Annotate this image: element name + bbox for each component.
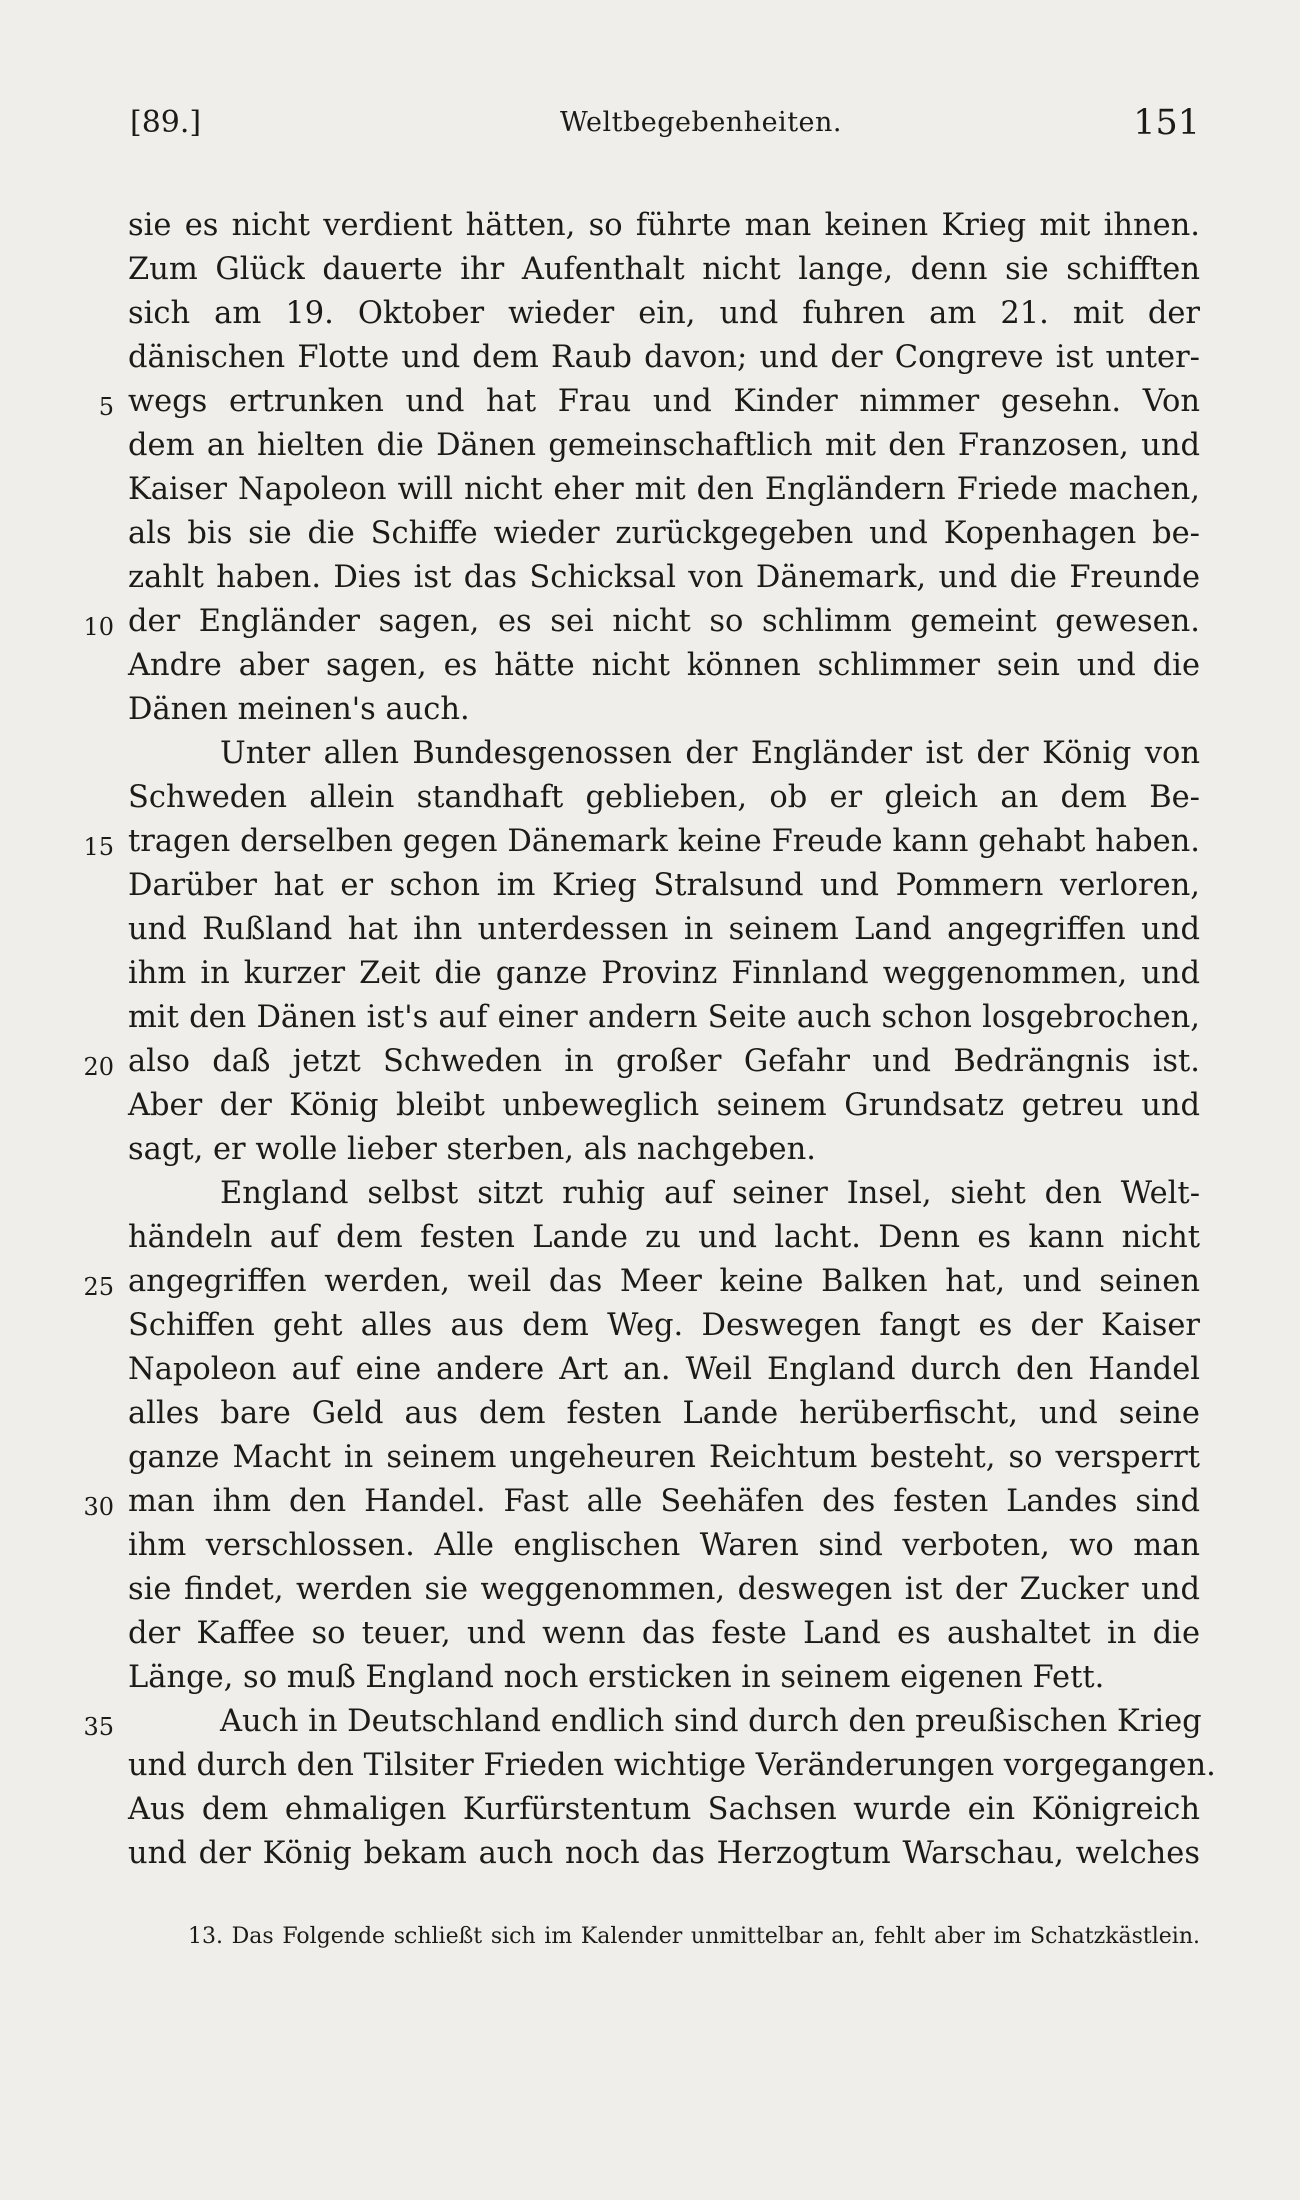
text-line [128, 248, 1200, 292]
text-line [128, 336, 1200, 380]
text-line [128, 1568, 1200, 1612]
line-text: ihm in kurzer Zeit die ganze Provinz Finnland weggenommen, und [128, 956, 1200, 991]
line-text: Länge, so muß England noch ersticken in seinem eigenen Fett. [128, 1660, 1105, 1695]
line-text: dänischen Flotte und dem Raub davon; und der Congreve ist unter- [128, 340, 1200, 375]
text-line [128, 1788, 1200, 1832]
text-line [83, 1040, 1200, 1084]
line-number: 35 [83, 1713, 114, 1741]
line-text: Napoleon auf eine andere Art an. Weil England durch den Handel [128, 1352, 1200, 1387]
line-number: 5 [98, 393, 114, 421]
text-line [128, 1348, 1200, 1392]
line-text: Kaiser Napoleon will nicht eher mit den Engländern Friede machen, [128, 472, 1200, 507]
line-text: sie es nicht verdient hätten, so führte man keinen Krieg mit ihnen. [128, 208, 1200, 243]
text-line [128, 468, 1200, 512]
line-text: und Rußland hat ihn unterdessen in seinem Land angegriffen und [128, 912, 1200, 947]
text-line [128, 1524, 1200, 1568]
text-line [128, 1656, 1200, 1700]
text-line [128, 292, 1200, 336]
text-line [128, 776, 1200, 820]
text-line [128, 1744, 1216, 1788]
line-text: angegriffen werden, weil das Meer keine Balken hat, und seinen [128, 1264, 1200, 1299]
line-text: Auch in Deutschland endlich sind durch den preußischen Krieg [220, 1704, 1202, 1739]
footnote: 13. Das Folgende schließt sich im Kalender unmittelbar an, fehlt aber im Schatzkästlein. [188, 1924, 1200, 1949]
text-line [83, 820, 1200, 864]
text-line [128, 1304, 1200, 1348]
line-text: Schiffen geht alles aus dem Weg. Deswegen fangt es der Kaiser [128, 1308, 1200, 1343]
line-text: sie findet, werden sie weggenommen, deswegen ist der Zucker und [128, 1572, 1200, 1607]
line-number: 25 [83, 1273, 114, 1301]
text-line [128, 1128, 1200, 1172]
line-text: Aus dem ehmaligen Kurfürstentum Sachsen wurde ein Königreich [128, 1792, 1200, 1827]
line-text: und durch den Tilsiter Frieden wichtige Veränderungen vorgegangen. [128, 1748, 1216, 1783]
line-text: Unter allen Bundesgenossen der Engländer ist der König von [220, 736, 1200, 771]
running-title: Weltbegebenheiten. [560, 107, 842, 138]
text-line [83, 1260, 1200, 1304]
line-text: der Kaffee so teuer, und wenn das feste Land es aushaltet in die [128, 1616, 1200, 1651]
text-line [128, 1612, 1200, 1656]
line-text: ganze Macht in seinem ungeheuren Reichtum besteht, so versperrt [128, 1440, 1200, 1475]
line-number: 10 [83, 613, 114, 641]
line-text: tragen derselben gegen Dänemark keine Freude kann gehabt haben. [128, 824, 1200, 859]
page-number: 151 [1133, 103, 1200, 143]
line-text: sagt, er wolle lieber sterben, als nachgeben. [128, 1132, 816, 1167]
line-text: Zum Glück dauerte ihr Aufenthalt nicht lange, denn sie schifften [128, 252, 1200, 287]
text-line [128, 1172, 1200, 1216]
line-text: der Engländer sagen, es sei nicht so schlimm gemeint gewesen. [128, 604, 1200, 639]
line-text: England selbst sitzt ruhig auf seiner Insel, sieht den Welt- [220, 1176, 1200, 1211]
section-marker: [89.] [130, 105, 202, 140]
text-line [128, 644, 1200, 688]
text-line [128, 556, 1200, 600]
line-text: Aber der König bleibt unbeweglich seinem Grundsatz getreu und [128, 1088, 1200, 1123]
text-line [128, 1436, 1200, 1480]
line-number: 20 [83, 1053, 114, 1081]
running-header [130, 98, 1200, 148]
line-text: Andre aber sagen, es hätte nicht können schlimmer sein und die [128, 648, 1200, 683]
line-text: als bis sie die Schiffe wieder zurückgegeben und Kopenhagen be- [128, 516, 1200, 551]
text-line [128, 1832, 1200, 1876]
text-line [128, 864, 1200, 908]
line-text: mit den Dänen ist's auf einer andern Seite auch schon losgebrochen, [128, 1000, 1200, 1035]
line-text: wegs ertrunken und hat Frau und Kinder nimmer gesehn. Von [128, 384, 1200, 419]
text-line [83, 1700, 1202, 1744]
text-line [128, 908, 1200, 952]
text-line [128, 424, 1200, 468]
line-text: man ihm den Handel. Fast alle Seehäfen des festen Landes sind [128, 1484, 1200, 1519]
text-line [128, 512, 1200, 556]
text-line [128, 1084, 1200, 1128]
text-line [98, 380, 1200, 424]
text-line [128, 1392, 1200, 1436]
body-text [83, 204, 1216, 1876]
line-text: Darüber hat er schon im Krieg Stralsund und Pommern verloren, [128, 868, 1200, 903]
text-line [83, 600, 1200, 644]
line-text: Dänen meinen's auch. [128, 692, 470, 727]
text-line [128, 952, 1200, 996]
line-text: zahlt haben. Dies ist das Schicksal von Dänemark, und die Freunde [128, 560, 1200, 595]
text-line [128, 996, 1200, 1040]
text-line [128, 688, 1200, 732]
line-text: und der König bekam auch noch das Herzogtum Warschau, welches [128, 1836, 1200, 1871]
text-line [83, 1480, 1200, 1524]
line-text: dem an hielten die Dänen gemeinschaftlich mit den Franzosen, und [128, 428, 1200, 463]
line-text: also daß jetzt Schweden in großer Gefahr und Bedrängnis ist. [128, 1044, 1200, 1079]
line-text: händeln auf dem festen Lande zu und lacht. Denn es kann nicht [128, 1220, 1200, 1255]
line-text: ihm verschlossen. Alle englischen Waren sind verboten, wo man [128, 1528, 1200, 1563]
line-text: Schweden allein standhaft geblieben, ob er gleich an dem Be- [128, 780, 1200, 815]
line-number: 30 [83, 1493, 114, 1521]
line-text: alles bare Geld aus dem festen Lande herüberfischt, und seine [128, 1396, 1200, 1431]
line-text: sich am 19. Oktober wieder ein, und fuhren am 21. mit der [128, 296, 1200, 331]
text-line [128, 732, 1200, 776]
text-line [128, 204, 1200, 248]
line-number: 15 [83, 833, 114, 861]
text-line [128, 1216, 1200, 1260]
